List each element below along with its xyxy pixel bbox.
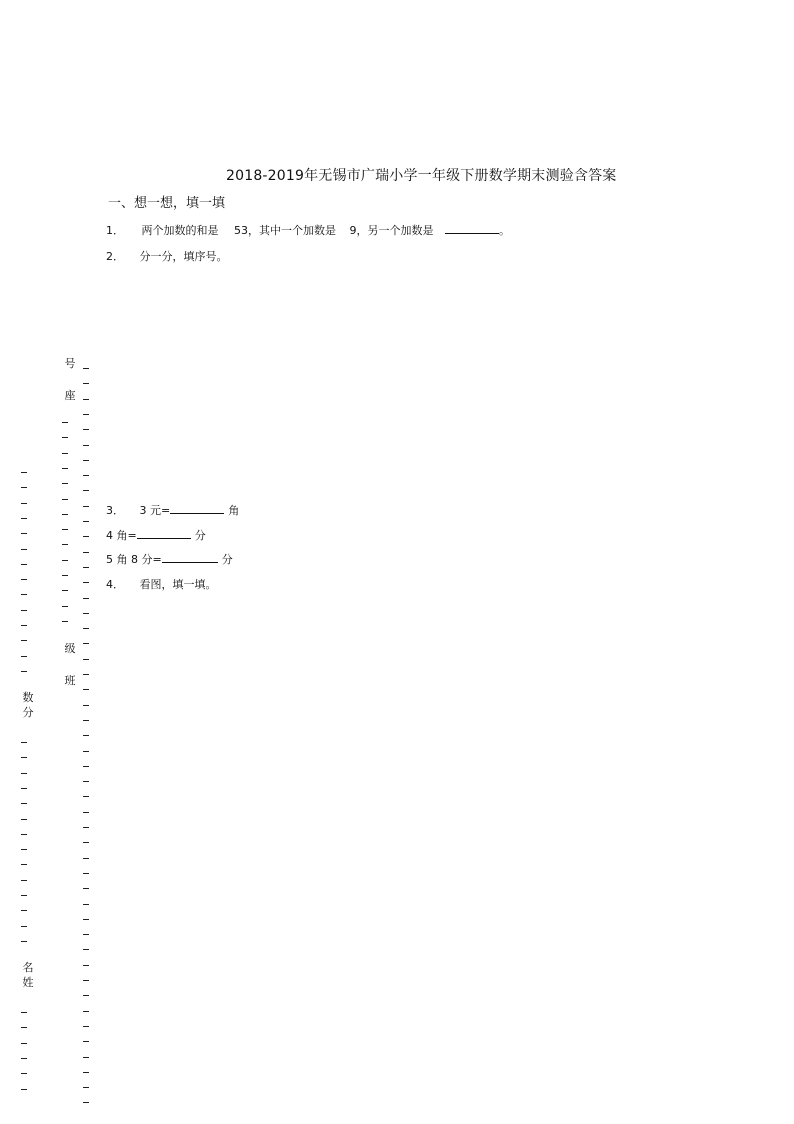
- binding-dash: [83, 720, 89, 721]
- unit-label: 分: [221, 553, 233, 566]
- binding-dash: [83, 689, 89, 690]
- binding-dash: [83, 506, 89, 507]
- binding-dash: [83, 858, 89, 859]
- binding-dash: [62, 544, 68, 545]
- question-text: 看图，填一填。: [139, 578, 217, 591]
- page-title: 2018-2019年无锡市广瑞小学一年级下册数学期末测验含答案: [226, 168, 617, 184]
- binding-dash: [83, 751, 89, 752]
- binding-dash: [83, 383, 89, 384]
- binding-dash: [83, 766, 89, 767]
- binding-dash: [21, 579, 27, 580]
- question-text: 3 元=: [139, 504, 171, 517]
- score-label: 数 分: [22, 691, 34, 719]
- binding-dash: [83, 904, 89, 905]
- question-3-line-1: [106, 502, 239, 518]
- value-sum: 53: [234, 224, 248, 237]
- binding-dash: [21, 1043, 27, 1044]
- binding-dash: [83, 490, 89, 491]
- binding-dash: [21, 1089, 27, 1090]
- binding-dash: [62, 514, 68, 515]
- unit-label: 分: [194, 529, 206, 542]
- binding-dash: [21, 640, 27, 641]
- binding-dash: [83, 536, 89, 537]
- question-3-line-2: [106, 527, 206, 543]
- binding-dash: [21, 880, 27, 881]
- binding-dash: [21, 610, 27, 611]
- binding-dash: [83, 613, 89, 614]
- answer-blank[interactable]: [162, 551, 218, 563]
- binding-dash: [83, 674, 89, 675]
- binding-dash: [62, 560, 68, 561]
- binding-dash: [83, 827, 89, 828]
- binding-dash: [83, 399, 89, 400]
- binding-dash: [62, 483, 68, 484]
- binding-dash: [83, 414, 89, 415]
- binding-dash: [83, 949, 89, 950]
- question-4: [106, 576, 217, 592]
- question-text: ，其中一个加数是: [248, 224, 336, 237]
- answer-blank[interactable]: [137, 527, 191, 539]
- class-label: 班: [64, 674, 76, 687]
- binding-dash: [83, 1011, 89, 1012]
- binding-dash: [21, 773, 27, 774]
- question-number: 2．: [106, 250, 124, 263]
- unit-label: 角: [228, 504, 240, 517]
- question-text: 4 角=: [106, 529, 137, 542]
- binding-dash: [83, 368, 89, 369]
- binding-dash: [21, 503, 27, 504]
- binding-dash: [83, 567, 89, 568]
- binding-dash: [21, 1012, 27, 1013]
- question-number: 3．: [106, 504, 124, 517]
- binding-dash: [83, 980, 89, 981]
- binding-dash: [62, 437, 68, 438]
- binding-dash: [83, 445, 89, 446]
- binding-dash: [83, 598, 89, 599]
- binding-dash: [21, 533, 27, 534]
- binding-dash: [62, 529, 68, 530]
- binding-dash: [83, 460, 89, 461]
- binding-dash: [21, 742, 27, 743]
- binding-dash: [62, 575, 68, 576]
- binding-dash: [21, 834, 27, 835]
- question-3-line-3: [106, 551, 233, 567]
- question-end: 。: [499, 224, 510, 237]
- binding-dash: [21, 803, 27, 804]
- binding-dash: [21, 518, 27, 519]
- binding-dash: [21, 594, 27, 595]
- binding-dash: [83, 659, 89, 660]
- binding-dash: [83, 781, 89, 782]
- binding-dash: [62, 606, 68, 607]
- binding-dash: [62, 590, 68, 591]
- binding-dash: [83, 735, 89, 736]
- binding-dash: [83, 812, 89, 813]
- binding-dash: [83, 705, 89, 706]
- binding-dash: [83, 1057, 89, 1058]
- class-label: 级: [64, 642, 76, 655]
- binding-dash: [21, 910, 27, 911]
- question-1: [106, 222, 510, 238]
- binding-dash: [83, 1041, 89, 1042]
- binding-dash: [83, 796, 89, 797]
- binding-dash: [83, 965, 89, 966]
- question-text: 5 角 8 分=: [106, 553, 162, 566]
- binding-dash: [83, 643, 89, 644]
- binding-dash: [21, 487, 27, 488]
- binding-dash: [21, 941, 27, 942]
- question-2: [106, 248, 228, 264]
- value-addend: 9: [349, 224, 357, 237]
- binding-dash: [21, 1058, 27, 1059]
- answer-blank[interactable]: [445, 222, 499, 234]
- question-number: 1．: [106, 224, 124, 237]
- binding-dash: [83, 1072, 89, 1073]
- binding-dash: [62, 499, 68, 500]
- binding-dash: [21, 549, 27, 550]
- answer-blank[interactable]: [170, 502, 224, 514]
- binding-dash: [62, 453, 68, 454]
- binding-dash: [62, 621, 68, 622]
- binding-dash: [21, 564, 27, 565]
- question-number: 4．: [106, 578, 124, 591]
- binding-dash: [21, 671, 27, 672]
- binding-dash: [21, 472, 27, 473]
- binding-dash: [83, 628, 89, 629]
- name-label: 名 姓: [22, 961, 34, 989]
- binding-dash: [83, 521, 89, 522]
- binding-dash: [83, 1026, 89, 1027]
- question-text: ，另一个加数是: [356, 224, 434, 237]
- binding-dash: [83, 475, 89, 476]
- binding-dash: [21, 1073, 27, 1074]
- binding-dash: [83, 873, 89, 874]
- binding-dash: [21, 757, 27, 758]
- binding-dash: [21, 895, 27, 896]
- question-text: 分一分，填序号。: [139, 250, 228, 263]
- section-heading: 一、想一想，填一填: [108, 196, 226, 211]
- binding-dash: [83, 934, 89, 935]
- binding-dash: [83, 888, 89, 889]
- binding-dash: [21, 926, 27, 927]
- binding-dash: [21, 864, 27, 865]
- binding-dash: [62, 422, 68, 423]
- binding-dash: [62, 468, 68, 469]
- binding-dash: [21, 1027, 27, 1028]
- binding-dash: [83, 842, 89, 843]
- seat-number-label: 座: [64, 389, 76, 402]
- binding-dash: [21, 656, 27, 657]
- binding-dash: [83, 429, 89, 430]
- binding-dash: [21, 625, 27, 626]
- binding-dash: [21, 788, 27, 789]
- binding-dash: [83, 919, 89, 920]
- binding-dash: [83, 995, 89, 996]
- binding-dash: [83, 1102, 89, 1103]
- binding-dash: [83, 582, 89, 583]
- seat-number-label: 号: [64, 357, 76, 370]
- binding-dash: [83, 552, 89, 553]
- binding-dash: [83, 1087, 89, 1088]
- question-text: 两个加数的和是: [141, 224, 219, 237]
- binding-dash: [21, 819, 27, 820]
- binding-dash: [21, 849, 27, 850]
